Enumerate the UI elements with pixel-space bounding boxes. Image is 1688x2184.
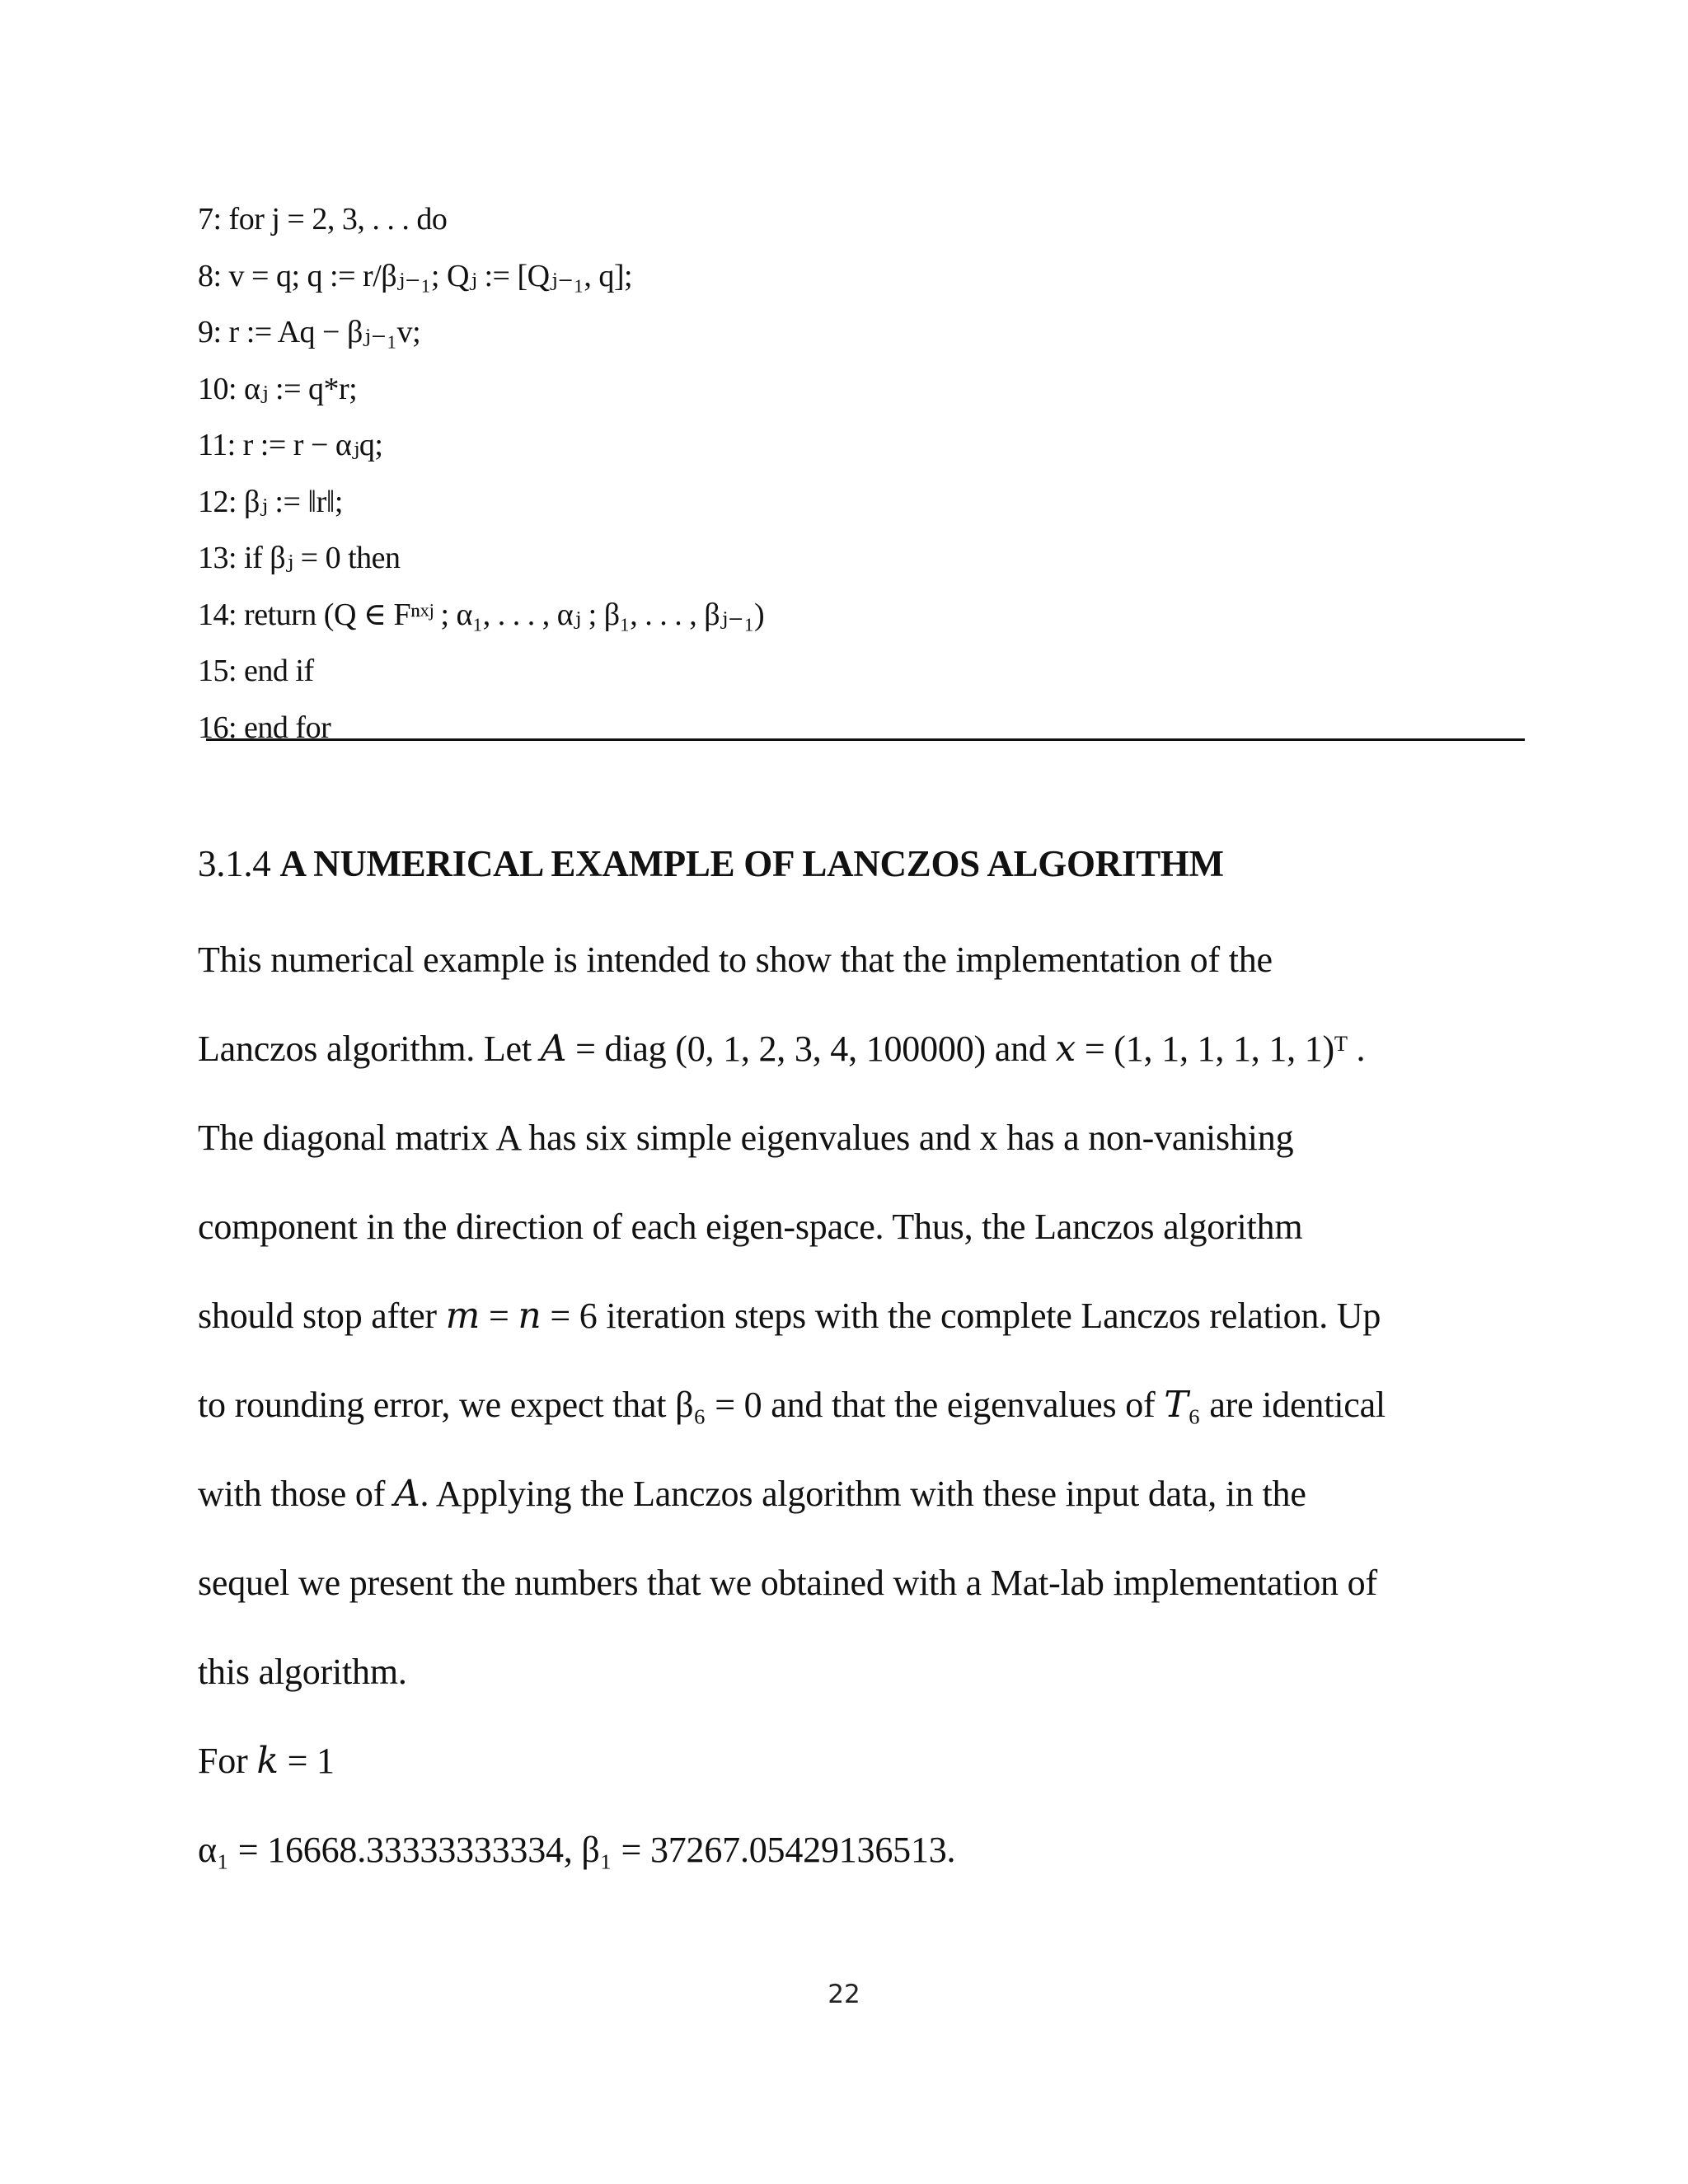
body-line-3: The diagonal matrix A has six simple eigenvalues and x has a non-vanishing: [198, 1117, 1294, 1158]
section-number: 3.1.4: [198, 843, 271, 884]
section-title: A NUMERICAL EXAMPLE OF LANCZOS ALGORITHM: [279, 843, 1224, 884]
iteration-label: For 𝑘 = 1: [198, 1740, 335, 1781]
algorithm-line-7: 7: for j = 2, 3, . . . do: [198, 202, 448, 237]
body-paragraph: [198, 916, 1533, 1895]
algorithm-end-rule: [206, 738, 1525, 741]
algorithm-line-16: 16: end for: [198, 710, 331, 745]
algorithm-listing: [198, 191, 1533, 756]
algorithm-line-8: 8: v = q; q := r/βⱼ₋₁; Qⱼ := [Qⱼ₋₁, q];: [198, 258, 633, 293]
section-heading: [198, 842, 1224, 885]
algorithm-line-12: 12: βⱼ := ‖r‖;: [198, 484, 343, 519]
body-line-7: with those of 𝐴. Applying the Lanczos algorithm with these input data, in the: [198, 1473, 1306, 1514]
page-number: 22: [828, 1980, 860, 2009]
algorithm-line-10: 10: αⱼ := q*r;: [198, 371, 358, 406]
body-line-2: Lanczos algorithm. Let 𝐴 = diag (0, 1, 2, 3, 4, 100000) and 𝑥 = (1, 1, 1, 1, 1, 1)ᵀ .: [198, 1028, 1366, 1069]
iteration-result: α₁ = 16668.33333333334, β₁ = 37267.05429136513.: [198, 1829, 956, 1870]
algorithm-line-11: 11: r := r − αⱼq;: [198, 428, 383, 462]
body-line-6: to rounding error, we expect that β₆ = 0 and that the eigenvalues of 𝑇₆ are identical: [198, 1384, 1386, 1425]
body-line-8: sequel we present the numbers that we obtained with a Mat-lab implementation of: [198, 1562, 1377, 1603]
algorithm-line-9: 9: r := Aq − βⱼ₋₁v;: [198, 315, 421, 349]
algorithm-line-13: 13: if βⱼ = 0 then: [198, 541, 401, 575]
body-line-4: component in the direction of each eigen-space. Thus, the Lanczos algorithm: [198, 1206, 1303, 1247]
body-line-9: this algorithm.: [198, 1651, 407, 1692]
body-line-1: This numerical example is intended to show that the implementation of the: [198, 939, 1273, 980]
body-line-5: should stop after 𝑚 = 𝑛 = 6 iteration steps with the complete Lanczos relation. Up: [198, 1295, 1381, 1336]
algorithm-line-15: 15: end if: [198, 654, 314, 688]
algorithm-line-14: 14: return (Q ∈ Fⁿˣʲ ; α₁, . . . , αⱼ ; β₁, . . . , βⱼ₋₁): [198, 597, 765, 632]
